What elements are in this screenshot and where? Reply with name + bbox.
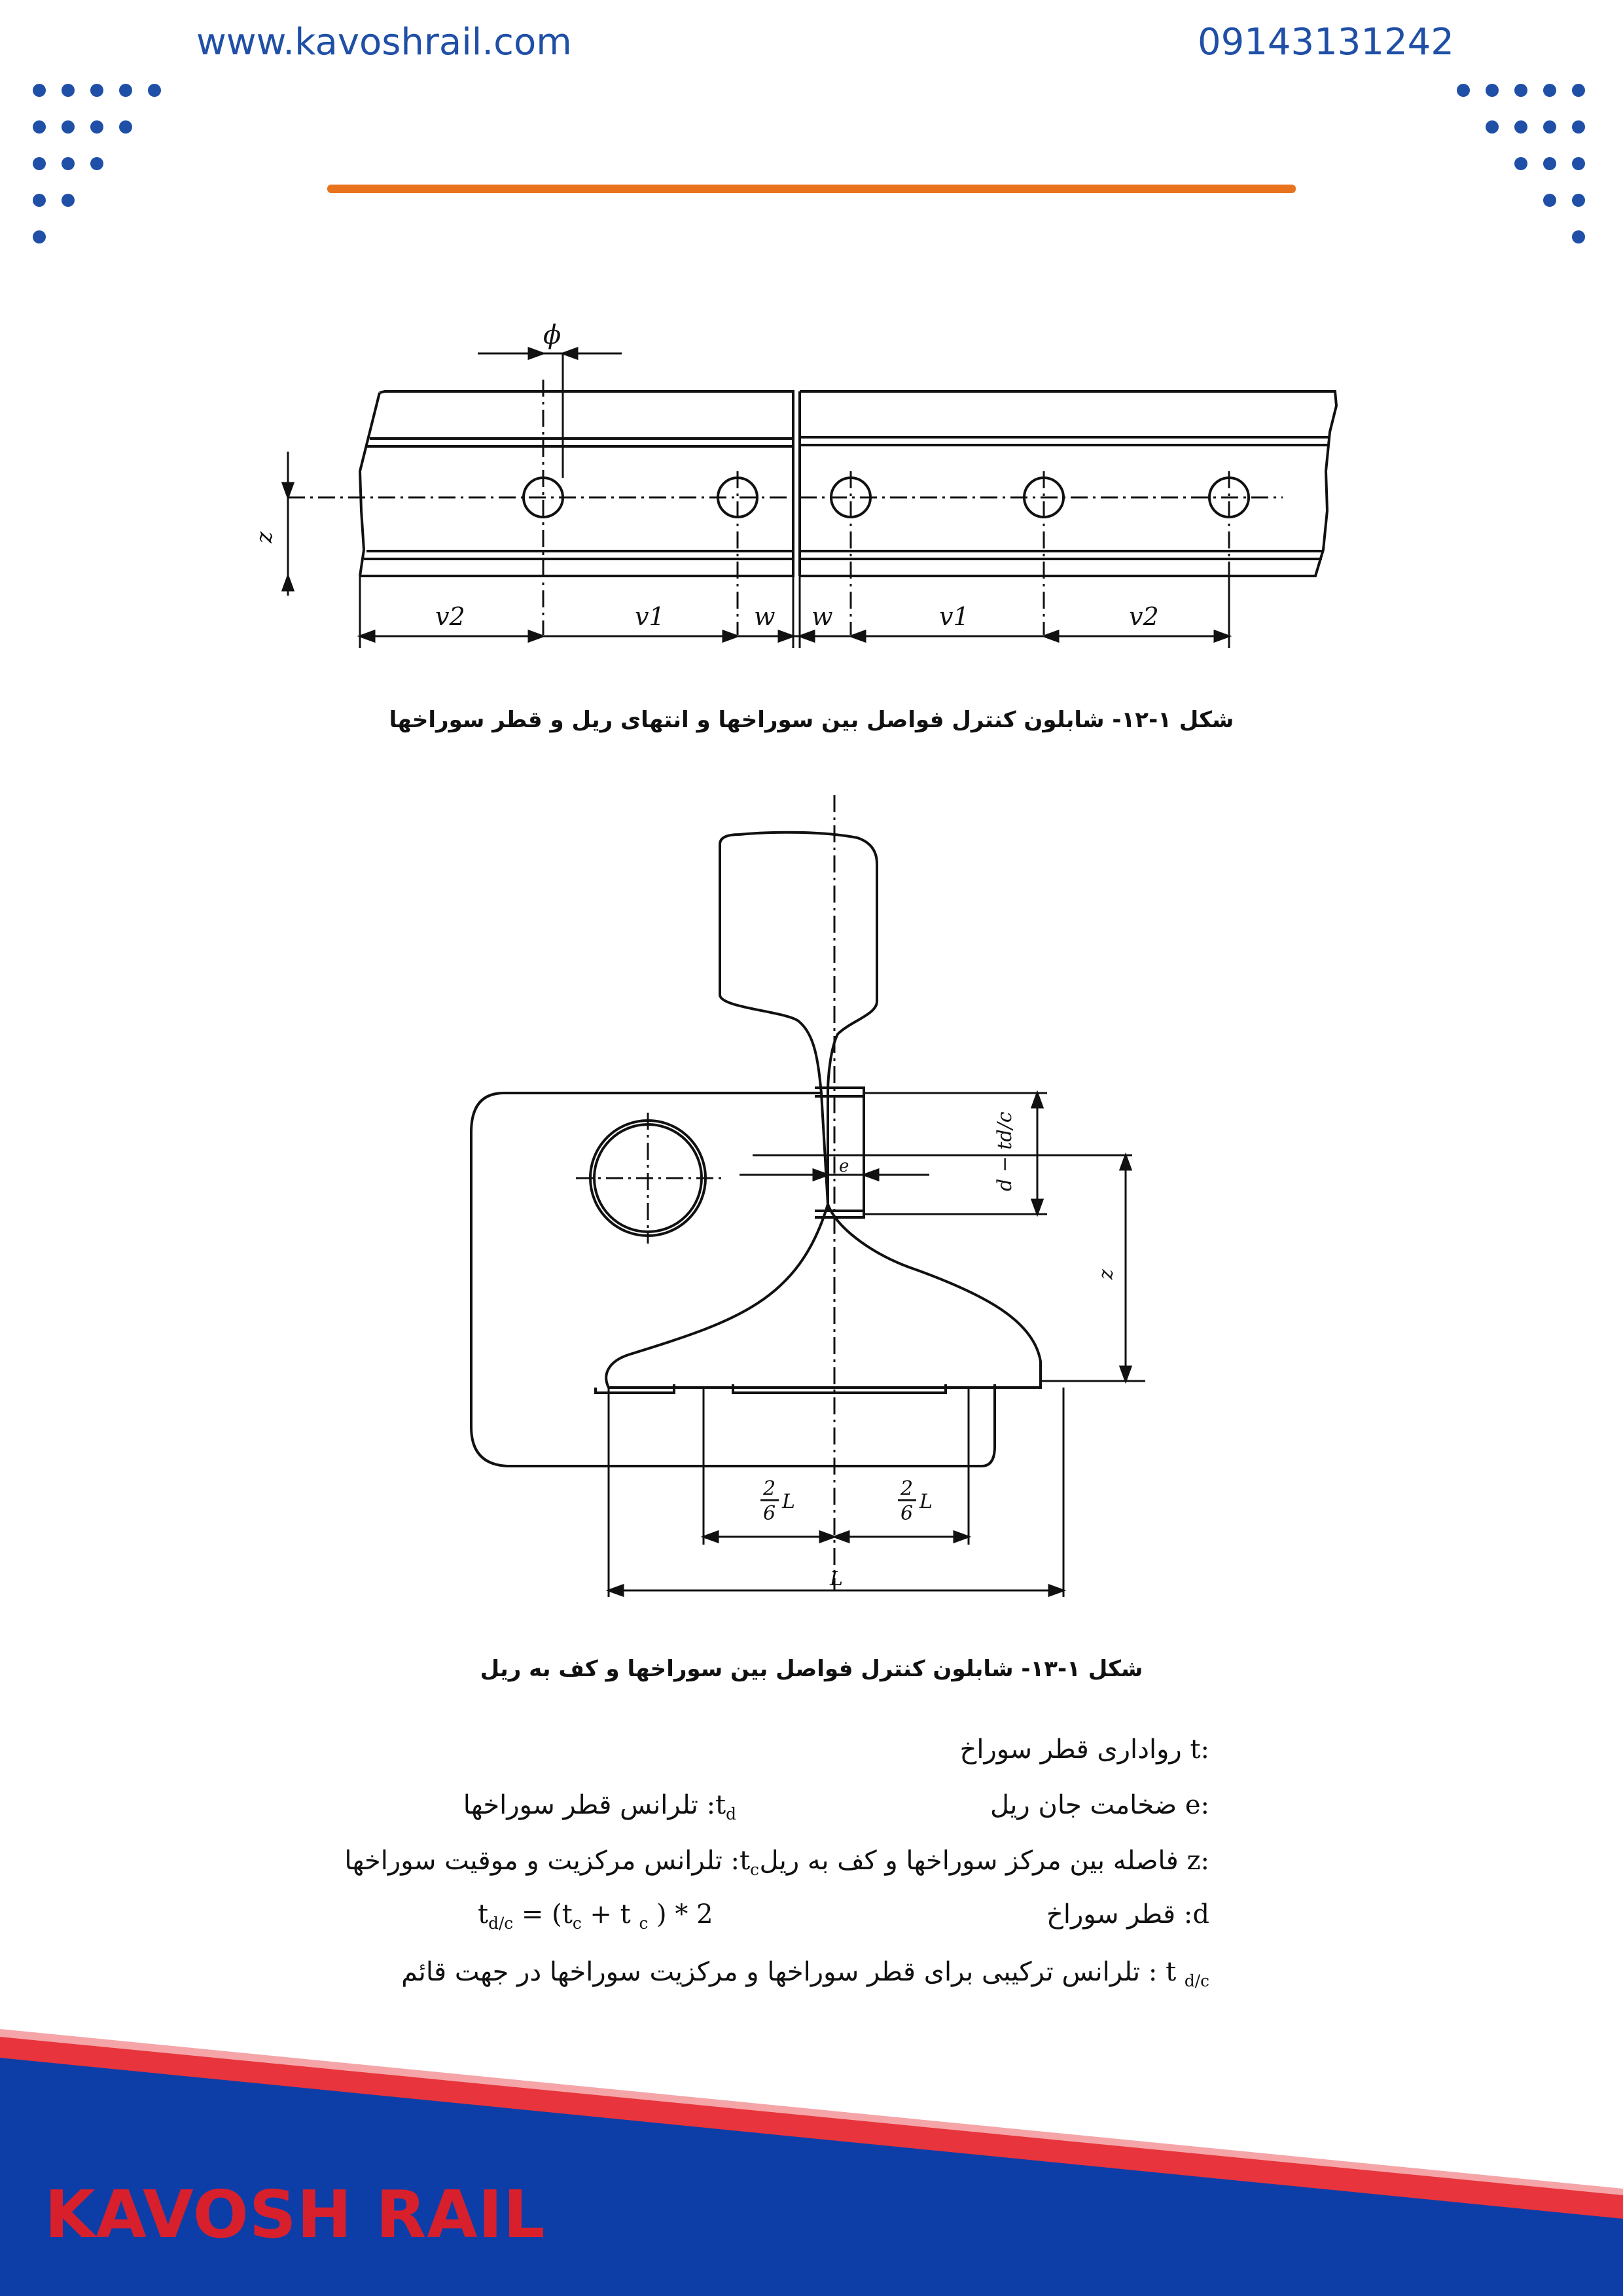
left-rail-outline [360,391,793,576]
def-tc [344,1846,759,1879]
def-d [1046,1899,1209,1929]
figure1-caption: شکل ۱-۱۲- شابلون کنترل فواصل بین سوراخها و انتهای ریل و قطر سوراخها [389,707,1234,733]
def-td [463,1790,736,1823]
label-e: e [839,1157,849,1176]
label-v2-right: v2 [1129,602,1159,631]
def-tdc [401,1957,1209,1990]
def-z-symbol: z: [1186,1846,1209,1876]
label-frac-L-left: L [782,1490,795,1513]
def-e-text: ضخامت جان ریل [990,1790,1177,1820]
label-v1-right: v1 [939,602,969,631]
def-td-text: تلرانس قطر سوراخها [463,1790,698,1820]
def-d-text: قطر سوراخ [1046,1899,1176,1929]
figure2-caption: شکل ۱-۱۳- شابلون کنترل فواصل بین سوراخها و کف به ریل [480,1656,1143,1682]
label-z-cross: z [1095,1269,1118,1280]
def-z-text: فاصله بین مرکز سوراخها و کف به ریل [759,1846,1179,1876]
footer-brand-logo: KAVOSH RAIL [45,2176,546,2253]
def-d-symbol: :d [1183,1899,1209,1929]
def-td-symbol: $:t_d$ [706,1790,736,1823]
label-v2-left: v2 [435,602,465,631]
label-frac-num-left: 2 [763,1477,776,1500]
dot-pattern-right [1457,84,1594,254]
def-e-symbol: e: [1185,1790,1209,1820]
formula-tdc: $t_{d/c} = (t_c + t$ $_c$ ) * 2 [478,1899,713,1933]
label-v1-left: v1 [635,602,665,631]
website-link[interactable]: www.kavoshrail.com [196,21,572,63]
def-t-symbol: t: [1190,1734,1209,1765]
label-phi: ϕ [543,320,562,350]
label-L: L [830,1568,843,1590]
def-tdc-symbol: t $_{d/c}$ [1166,1957,1209,1990]
def-e [990,1790,1209,1820]
label-frac-den-right: 6 [901,1502,914,1525]
dot-pattern-left [33,84,170,254]
footer-band [0,2029,1623,2296]
def-tc-text: تلرانس مرکزیت و موقیت سوراخها [344,1846,722,1876]
label-w-left: w [754,602,776,631]
def-z [759,1846,1209,1876]
right-rail-outline [800,391,1336,576]
label-d-minus-tdc: d − td/c [993,1111,1016,1191]
def-tdc-text: : تلرانس ترکیبی برای قطر سوراخها و مرکزیت سوراخها در جهت قائم [401,1957,1166,1987]
label-z-side: z [251,531,277,543]
def-t [960,1734,1209,1765]
figure-rail-side-view [251,314,1361,668]
header-orange-rule [327,185,1296,193]
def-t-text: رواداری قطر سوراخ [959,1734,1182,1765]
phone-number: 09143131242 [1198,21,1454,63]
label-w-right: w [812,602,833,631]
gauge-plate-outline [471,1093,995,1466]
label-frac-den-left: 6 [763,1502,776,1525]
def-tc-symbol: $:t_c$ [730,1846,759,1879]
rail-profile [606,833,1041,1388]
label-frac-L-right: L [919,1490,933,1513]
label-frac-num-right: 2 [901,1477,914,1500]
figure-rail-cross-section [458,785,1178,1617]
